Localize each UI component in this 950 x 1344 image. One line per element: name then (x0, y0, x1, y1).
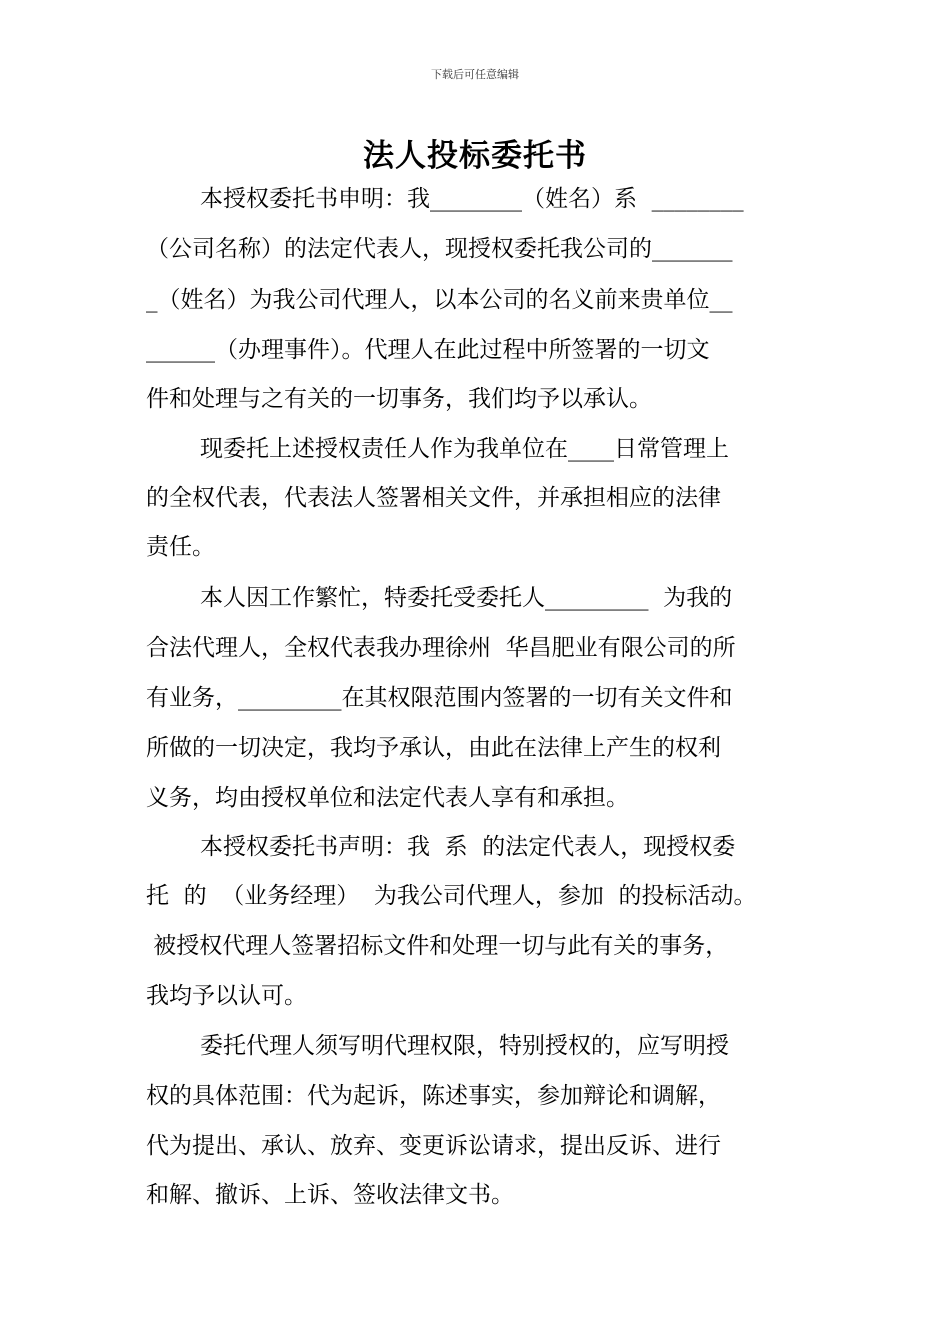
header-note: 下载后可任意编辑 (431, 68, 519, 81)
paragraph-line: 合法代理人，全权代表我办理徐州 华昌肥业有限公司的所 (146, 635, 736, 661)
paragraph-line: （公司名称）的法定代表人，现授权委托我公司的_______ (146, 236, 733, 262)
paragraph-line: 我均予以认可。 (146, 983, 307, 1009)
paragraph-line: 有业务，_________在其权限范围内签署的一切有关文件和 (146, 685, 733, 711)
paragraph-line: 委托代理人须写明代理权限，特别授权的，应写明授 (200, 1033, 729, 1059)
paragraph-line: 义务，均由授权单位和法定代表人享有和承担。 (146, 785, 629, 811)
paragraph-line: 代为提出、承认、放弃、变更诉讼请求，提出反诉、进行 (146, 1133, 721, 1159)
paragraph-line: _（姓名）为我公司代理人，以本公司的名义前来贵单位__ (146, 287, 733, 313)
paragraph-line: 所做的一切决定，我均予承认，由此在法律上产生的权利 (146, 735, 721, 761)
paragraph-line: 权的具体范围：代为起诉，陈述事实，参加辩论和调解， (146, 1083, 721, 1109)
document-title: 法人投标委托书 (363, 138, 587, 174)
paragraph-line: 的全权代表，代表法人签署相关文件，并承担相应的法律 (146, 485, 721, 511)
paragraph-line: 责任。 (146, 534, 215, 560)
paragraph-line: 被授权代理人签署招标文件和处理一切与此有关的事务， (146, 933, 729, 959)
paragraph-line: 和解、撤诉、上诉、签收法律文书。 (146, 1182, 514, 1208)
paragraph-line: 本授权委托书申明：我________（姓名）系 ________ (200, 186, 744, 212)
paragraph-line: 本授权委托书声明：我 系 的法定代表人，现授权委 (200, 834, 736, 860)
paragraph-line: 托 的 （业务经理） 为我公司代理人，参加 的投标活动。 (146, 883, 757, 909)
paragraph-line: 本人因工作繁忙，特委托受委托人_________ 为我的 (200, 585, 733, 611)
paragraph-line: ______（办理事件）。代理人在此过程中所签署的一切文 (146, 337, 710, 363)
paragraph-line: 现委托上述授权责任人作为我单位在____日常管理上 (200, 436, 729, 462)
paragraph-line: 件和处理与之有关的一切事务，我们均予以承认。 (146, 386, 652, 412)
